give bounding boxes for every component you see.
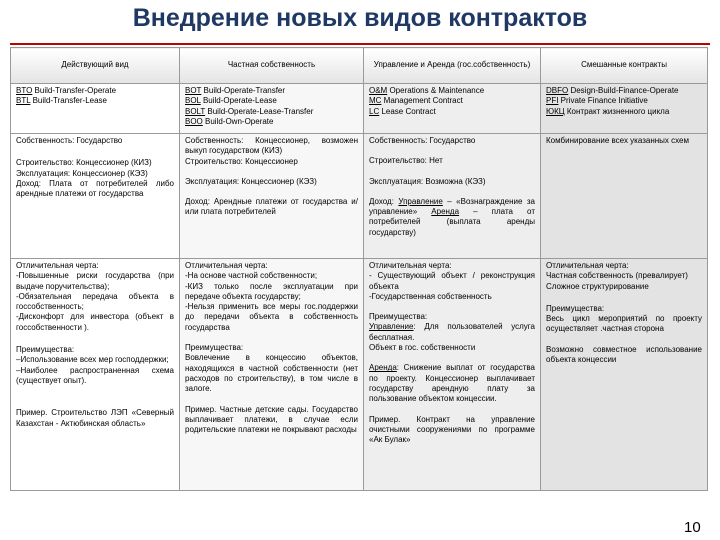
header-management-lease: Управление и Аренда (гос.собственность) (364, 48, 541, 84)
advantage-line: –Наиболее распространенная схема (существует опыт). (16, 365, 174, 385)
construction-text: Строительство: Концессионер (185, 156, 298, 166)
ownership-text: Собственность: Концессионер, возможен выкуп государством (КИЗ) (185, 136, 358, 156)
cell-mixed-structure (541, 134, 708, 259)
feature-label: Отличительная черта: (185, 261, 268, 270)
cell-private-features (180, 259, 364, 491)
list-item: O&M Operations & Maintenance (369, 86, 485, 95)
feature-label: Отличительная черта: (16, 261, 99, 270)
income-text: Доход: Плата от потребителей либо арендные платежи от государства (16, 178, 174, 199)
cell-management-features (364, 259, 541, 491)
advantage-text: Управление: Для пользователей услуга бесплатная. (369, 322, 535, 342)
feature-line: -На основе частной собственности; (185, 271, 318, 281)
example-text: Пример. Частные детские сады. Государство выплачивает платежи, в случае если родительские платежи не покрывают расходы (185, 404, 358, 435)
cell-mixed-types (541, 84, 708, 134)
example-text: Пример. Строительство ЛЭП «Северный Казахстан - Актюбинская область» (16, 408, 174, 428)
advantage-line: –Использование всех мер господдержки; (16, 355, 169, 365)
example-text: Пример. Контракт на управление очистными сооружениями по программе «Ак Булак» (369, 414, 535, 445)
feature-label: Отличительная черта: (546, 261, 629, 270)
cell-current-types (11, 84, 180, 134)
feature-line: -Государственная собственность (369, 291, 492, 301)
advantage-text: Весь цикл мероприятий по проекту осуществляет .частная сторона (546, 314, 702, 334)
ownership-text: Собственность: Государство (369, 136, 476, 145)
title-underline (10, 43, 710, 45)
cell-management-structure (364, 134, 541, 259)
operation-text: Эксплуатация: Возможна (КЭЗ) (369, 176, 486, 186)
construction-text: Строительство: Концессионер (КИЗ) (16, 158, 152, 168)
list-item: BOO Build-Own-Operate (185, 116, 274, 126)
header-mixed-contracts: Смешанные контракты (541, 48, 708, 84)
list-item: LC Lease Contract (369, 106, 436, 116)
feature-line: - Существующий объект / реконструкция объекта (369, 271, 535, 291)
page-number: 10 (684, 519, 701, 536)
feature-line: -КИЗ только после эксплуатации при передаче объекта государству; (185, 281, 358, 301)
list-item: ЮКЦ Контракт жизненного цикла (546, 106, 670, 116)
header-private-ownership: Частная собственность (180, 48, 364, 84)
construction-text: Строительство: Нет (369, 156, 443, 166)
table-header-row (11, 48, 708, 84)
list-item: DBFO Design-Build-Finance-Operate (546, 86, 679, 95)
income-text: Доход: Управление – «Вознаграждение за управление» Аренда – плата от потребителей (выплата аренды государству) (369, 196, 535, 237)
feature-line: Частная собственность (превалирует) (546, 271, 688, 281)
advantages-label: Преимущества: (546, 303, 605, 313)
advantages-label: Преимущества: (369, 312, 428, 322)
operation-text: Эксплуатация: Концессионер (КЭЗ) (16, 168, 148, 178)
list-item: BOL Build-Operate-Lease (185, 96, 277, 106)
slide-title: Внедрение новых видов контрактов (132, 4, 588, 32)
feature-line: -Обязательная передача объекта в госсобственность; (16, 291, 174, 312)
table-row-features (11, 259, 708, 491)
joint-use-text: Возможно совместное использование объекта концессии (546, 344, 702, 365)
ownership-text: Собственность: Государство (16, 136, 123, 145)
list-item: BOT Build-Operate-Transfer (185, 86, 286, 95)
list-item: PFI Private Finance Initiative (546, 96, 648, 106)
table-row-structure (11, 134, 708, 259)
cell-private-types (180, 84, 364, 134)
advantages-label: Преимущества: (16, 345, 75, 355)
contracts-table (10, 47, 708, 491)
cell-private-structure (180, 134, 364, 259)
cell-current-features (11, 259, 180, 491)
income-text: Доход: Арендные платежи от государства и/или плата потребителей (185, 197, 358, 217)
list-item: BTL Build-Transfer-Lease (16, 96, 107, 106)
combination-text: Комбинирование всех указанных схем (546, 136, 689, 145)
feature-line: Сложное структурирование (546, 281, 649, 291)
feature-label: Отличительная черта: (369, 261, 452, 270)
advantages-label: Преимущества: (185, 343, 244, 353)
cell-management-types (364, 84, 541, 134)
advantage-text: Объект в гос. собственности (369, 343, 476, 353)
header-current-type: Действующий вид (11, 48, 180, 84)
cell-current-structure (11, 134, 180, 259)
feature-line: -Дисконфорт для инвестора (объект в госсобственности ). (16, 312, 174, 332)
list-item: MC Management Contract (369, 96, 463, 106)
lease-text: Аренда: Снижение выплат от государства по проекту. Концессионер выплачивает государству арендную плату за пользование объектом концессии. (369, 363, 535, 404)
list-item: BTO Build-Transfer-Operate (16, 86, 117, 95)
operation-text: Эксплуатация: Концессионер (КЭЗ) (185, 176, 317, 186)
feature-line: -Нельзя применить все меры гос.поддержки до передачи объекта в собственность государства (185, 302, 358, 332)
feature-line: -Повышенные риски государства (при выдаче поручительства); (16, 271, 174, 291)
advantage-text: Вовлечение в концессию объектов, находящихся в частной собственности (нет расходов по строительству), в том числе в залоге. (185, 353, 358, 394)
cell-mixed-features (541, 259, 708, 491)
table-row-contract-types (11, 84, 708, 134)
list-item: BOLT Build-Operate-Lease-Transfer (185, 106, 314, 116)
